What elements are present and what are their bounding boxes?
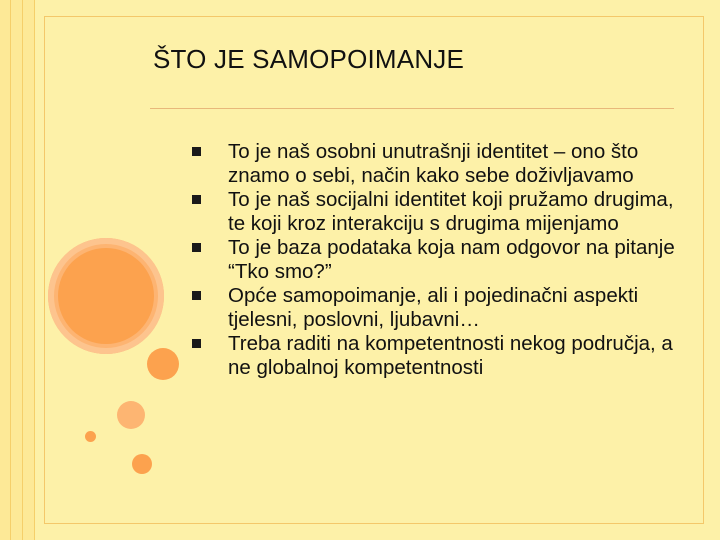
bullet-text: To je naš socijalni identitet koji pružamo drugima, te koji kroz interakciju s drugima mijenjamo (228, 188, 674, 235)
stripe-line (34, 0, 35, 540)
bullet-text: Treba raditi na kompetentnosti nekog područja, a ne globalnoj kompetentnosti (228, 332, 673, 379)
decorative-circle-medium (147, 348, 179, 380)
square-bullet-icon (192, 291, 201, 300)
bullet-text: To je naš osobni unutrašnji identitet – ono što znamo o sebi, način kako sebe doživljavamo (228, 140, 639, 187)
decorative-circle-tiny (85, 431, 96, 442)
bullet-item (188, 140, 688, 188)
decorative-circle-bottom (132, 454, 152, 474)
square-bullet-icon (192, 339, 201, 348)
bullet-item (188, 284, 688, 332)
bullet-item (188, 332, 688, 380)
square-bullet-icon (192, 243, 201, 252)
decorative-circle-small (117, 401, 145, 429)
square-bullet-icon (192, 195, 201, 204)
bullet-text: Opće samopoimanje, ali i pojedinačni aspekti tjelesni, poslovni, ljubavni… (228, 284, 639, 331)
bullet-item (188, 236, 688, 284)
title-underline (150, 108, 674, 109)
decorative-circle-large-inner (58, 248, 154, 344)
slide-title: ŠTO JE SAMOPOIMANJE (153, 44, 465, 74)
bullet-item (188, 188, 688, 236)
bullet-list (188, 140, 688, 380)
stripe-line (10, 0, 11, 540)
left-stripe (0, 0, 34, 540)
stripe-line (22, 0, 23, 540)
bullet-text: To je baza podataka koja nam odgovor na pitanje “Tko smo?” (228, 236, 675, 283)
square-bullet-icon (192, 147, 201, 156)
